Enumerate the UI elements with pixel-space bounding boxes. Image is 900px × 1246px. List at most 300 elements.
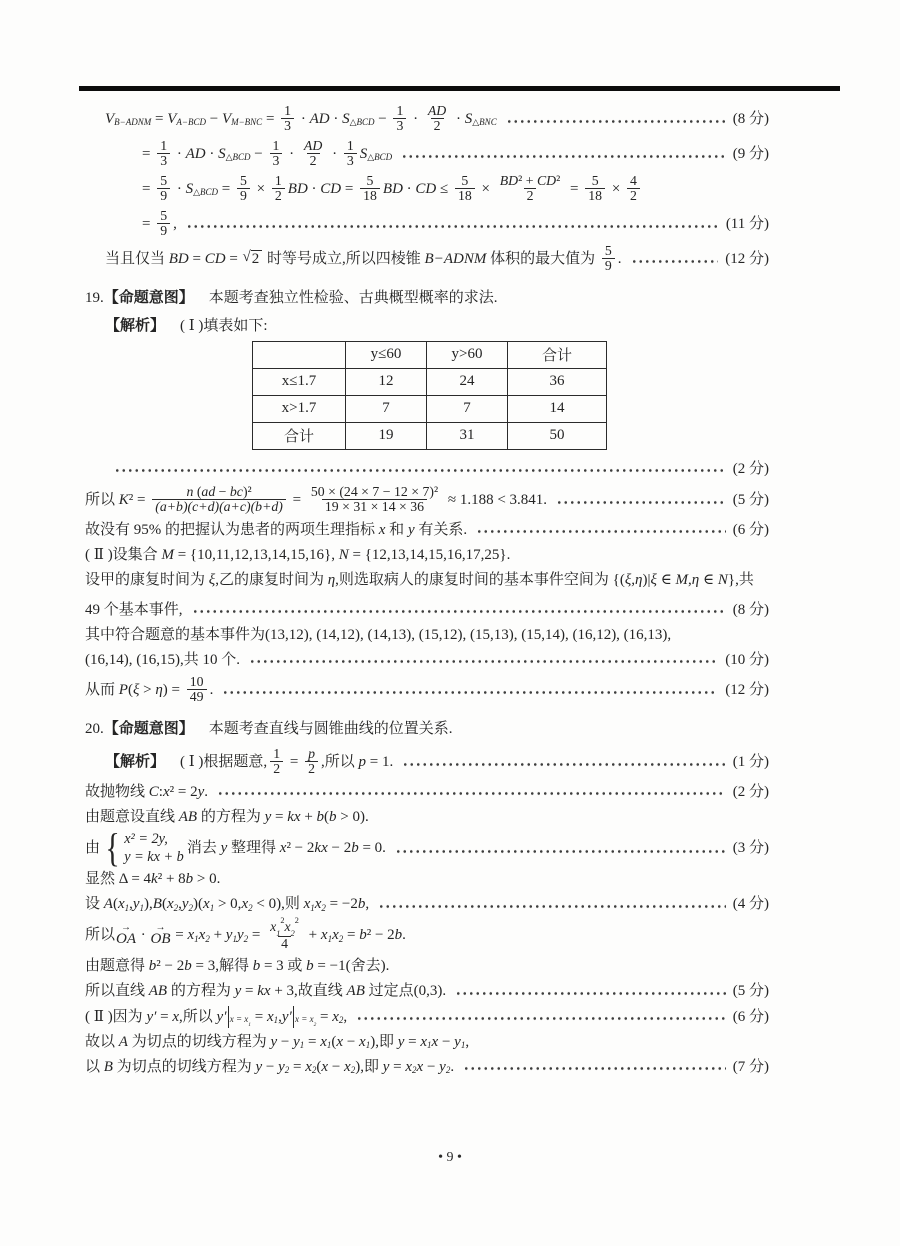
math-text: △BNC <box>472 117 497 128</box>
line-tangent-b <box>85 1056 769 1078</box>
line-fixed-point <box>85 981 769 1003</box>
math-text: = <box>341 180 358 197</box>
math-text: ( <box>193 483 202 499</box>
vector-notation <box>116 921 137 947</box>
math-text: · <box>328 145 341 162</box>
dots-leader <box>222 674 718 706</box>
math-text: 1 <box>160 137 168 153</box>
line-tangent-a <box>85 1031 769 1053</box>
math-text: − <box>215 483 230 499</box>
fraction <box>360 174 380 204</box>
math-text: ² − 2 <box>366 927 395 944</box>
math-text: 的方程为 <box>167 983 235 1000</box>
math-text: = <box>286 753 303 770</box>
math-italic: AB <box>178 808 198 825</box>
math-text: 由题意得 <box>85 958 149 975</box>
math-text: 49 <box>189 689 204 705</box>
math-text: ) = <box>162 681 184 698</box>
line-body <box>85 956 389 976</box>
fraction <box>585 174 605 204</box>
score-label: (6 分) <box>732 521 769 538</box>
math-text: 1 <box>427 1040 432 1051</box>
math-italic: CD <box>536 172 557 188</box>
math-italic: x <box>266 1008 274 1025</box>
subscript <box>231 116 262 128</box>
table-cell: 合计 <box>253 422 346 449</box>
math-italic: y <box>278 1058 285 1075</box>
math-italic: η <box>691 571 700 588</box>
math-text: ( Ⅱ )设集合 <box>85 546 162 563</box>
line-discriminant <box>85 869 769 891</box>
math-text: . <box>617 250 622 267</box>
math-text: 5 <box>160 172 168 188</box>
math-text: M−BNC <box>231 117 263 128</box>
fraction-numerator <box>301 139 325 153</box>
system-row <box>124 849 184 865</box>
fraction <box>270 139 283 169</box>
fraction-denominator <box>524 188 537 203</box>
math-italic: y′ <box>216 1008 227 1025</box>
math-italic: AB <box>346 983 365 1000</box>
line-body <box>85 1057 454 1077</box>
math-text: 1 <box>326 1040 332 1051</box>
subscript <box>194 933 199 945</box>
math-text: 2 <box>309 153 317 169</box>
subscript <box>321 902 326 914</box>
fraction <box>157 209 170 239</box>
math-italic: CD <box>204 250 226 267</box>
dots-leader <box>114 458 726 480</box>
math-text: ² − 2 <box>286 840 315 856</box>
fraction-denominator <box>585 188 605 203</box>
math-text: 2 <box>445 1065 451 1076</box>
table-row <box>253 368 607 395</box>
math-text: )² <box>242 483 252 499</box>
dots-leader <box>402 746 726 778</box>
math-text: 2 <box>274 188 282 204</box>
math-text: = {10,11,12,13,14,15,16}, <box>173 546 339 563</box>
math-text: · <box>452 110 465 127</box>
math-italic: N <box>338 546 349 563</box>
math-text: 49 个基本事件, <box>85 601 183 618</box>
math-italic: x <box>187 927 195 944</box>
math-text: ( <box>316 1058 322 1075</box>
math-text: · <box>402 180 416 197</box>
math-italic: M <box>161 546 174 563</box>
math-text: ( <box>161 896 167 913</box>
fraction-numerator <box>187 675 207 689</box>
score-label: (6 分) <box>732 1008 769 1025</box>
fraction-denominator <box>627 188 640 203</box>
fraction-numerator <box>281 104 294 118</box>
fraction <box>305 747 318 777</box>
line-49-events <box>85 599 769 621</box>
math-italic: y′ <box>281 1008 292 1025</box>
math-text: 4 <box>630 172 637 188</box>
table-row <box>253 422 607 449</box>
dots-leader <box>556 484 726 516</box>
table-header-cell: y≤60 <box>346 341 427 368</box>
math-text: = <box>241 983 258 1000</box>
math-italic: x <box>166 896 174 913</box>
math-italic: y <box>397 1033 405 1050</box>
math-text: 1 <box>299 1040 305 1051</box>
line-body <box>85 869 220 889</box>
math-text: · <box>205 145 219 162</box>
vector-arrow-icon: → <box>155 921 166 933</box>
formula-probability <box>85 674 769 706</box>
math-text: 5 <box>240 172 247 188</box>
score-label: (3 分) <box>732 840 769 856</box>
radicand <box>251 250 263 268</box>
line-body <box>142 208 177 240</box>
subscript <box>314 1022 317 1028</box>
math-text: 由题意设直线 <box>85 808 179 825</box>
line-body <box>142 173 643 205</box>
subscript <box>446 1064 451 1076</box>
math-italic: x <box>321 1058 329 1075</box>
subscript <box>328 933 333 945</box>
math-italic: k <box>151 871 158 888</box>
math-text: 所以直线 <box>85 983 149 1000</box>
math-text: 设 <box>85 896 104 913</box>
fraction-numerator <box>157 209 170 223</box>
subscript <box>274 1014 279 1026</box>
math-italic: x <box>203 896 210 913</box>
dots-leader <box>186 208 719 240</box>
fraction-denominator <box>157 188 170 203</box>
math-italic: x <box>416 1058 424 1075</box>
line-roots-product <box>85 894 769 916</box>
equation-system <box>103 825 184 871</box>
math-italic: kx <box>287 808 301 825</box>
formula-volume-decompose <box>85 103 769 135</box>
subscript <box>291 929 295 938</box>
dots-leader <box>378 894 726 916</box>
math-italic: N <box>717 571 728 588</box>
formula-system-elimination <box>85 825 769 871</box>
fraction-denominator <box>270 153 283 168</box>
math-italic: (a+b)(c+d)(a+c)(b+d) <box>155 499 283 515</box>
math-text: · <box>409 110 422 127</box>
math-italic: x <box>359 1033 366 1050</box>
math-text: + <box>304 927 321 944</box>
math-text: − <box>277 1033 294 1050</box>
math-text: 2 <box>290 929 295 939</box>
math-italic: BD <box>287 180 308 197</box>
math-text: OB <box>150 930 171 947</box>
math-text: = −1(舍去). <box>313 958 390 975</box>
math-italic <box>116 932 136 947</box>
math-text: 1 <box>124 902 130 913</box>
math-text: > 0, <box>214 896 242 913</box>
line-body <box>85 288 498 308</box>
subscript <box>248 902 253 914</box>
q19-intent-heading <box>85 287 769 309</box>
math-text: , <box>278 1008 282 1025</box>
fraction-denominator <box>393 118 406 133</box>
math-text: 2 <box>321 902 326 913</box>
table-header-row <box>253 341 607 368</box>
fraction <box>627 174 640 204</box>
math-italic: V <box>105 110 115 127</box>
subscript <box>339 1014 344 1026</box>
subscript <box>367 151 392 163</box>
math-text: = <box>299 1013 310 1024</box>
line-body <box>142 138 392 170</box>
math-italic: b <box>306 958 314 975</box>
math-text: + 3,故直线 <box>270 983 347 1000</box>
table-header-cell: 合计 <box>508 341 607 368</box>
line-body <box>85 825 386 871</box>
math-text: 体积的最大值为 <box>486 250 599 267</box>
math-text: 1 <box>274 172 282 188</box>
score-label: (12 分) <box>725 250 769 267</box>
line-body <box>85 915 406 953</box>
math-text: 所以 <box>85 927 116 944</box>
math-italic: p <box>308 745 315 761</box>
subscript <box>174 902 179 914</box>
fraction <box>455 174 475 204</box>
math-text: 2 <box>284 1065 290 1076</box>
dots-leader <box>455 981 726 1003</box>
math-italic: y <box>132 896 140 913</box>
math-italic: B <box>152 896 162 913</box>
math-text: = <box>233 1013 245 1024</box>
math-italic: V <box>167 110 177 127</box>
line-sample-space <box>85 569 769 591</box>
fraction <box>393 104 406 134</box>
fraction-numerator <box>344 139 357 153</box>
math-italic: x <box>241 896 249 913</box>
fraction-denominator <box>307 153 320 168</box>
math-italic: S <box>464 110 473 127</box>
line-body <box>105 316 268 336</box>
math-text: ,则选取病人的康复时间的基本事件空间为 {( <box>335 571 625 588</box>
math-italic: x <box>172 1008 180 1025</box>
line-body <box>85 625 671 645</box>
score-label: (8 分) <box>732 601 769 618</box>
math-text: · <box>297 110 310 127</box>
math-italic: b <box>316 808 325 825</box>
math-text: ,所以 <box>179 1008 217 1025</box>
math-text: · <box>307 180 321 197</box>
math-text: 2 <box>338 933 344 944</box>
math-text: 2 <box>308 761 315 777</box>
subscript <box>312 1064 317 1076</box>
math-italic: y <box>454 1033 461 1050</box>
fraction-denominator <box>157 153 170 168</box>
math-italic: y <box>255 1058 263 1075</box>
math-text: 的方程为 <box>197 808 265 825</box>
math-text: ² + <box>518 172 537 188</box>
math-text: 2 <box>294 915 299 925</box>
math-italic: BD <box>499 172 519 188</box>
fraction-denominator <box>278 936 291 951</box>
math-text: 3 <box>396 118 404 134</box>
line-ab-equation <box>85 806 769 828</box>
math-text: 本题考查直线与圆锥曲线的位置关系. <box>193 720 453 737</box>
dots-leader <box>631 243 719 275</box>
q19-analysis-heading <box>85 315 769 337</box>
math-text: ( Ⅰ )填表如下: <box>165 317 268 334</box>
math-italic: x <box>270 918 277 934</box>
fraction-numerator <box>272 174 285 188</box>
fraction <box>308 485 441 515</box>
math-text: = <box>171 927 188 944</box>
fraction-numerator <box>308 485 441 499</box>
system-brace: { <box>105 825 120 871</box>
math-text: 10 <box>189 673 204 689</box>
math-italic: x <box>378 521 386 538</box>
fraction-numerator <box>183 485 254 499</box>
math-text: = <box>316 1008 333 1025</box>
table-body <box>253 341 607 449</box>
math-text: 消去 <box>186 840 221 856</box>
math-text: . <box>204 783 209 800</box>
fraction-numerator <box>237 174 250 188</box>
math-text: ∈ <box>656 571 676 588</box>
math-italic: AD <box>185 145 206 162</box>
math-italic: x <box>198 927 206 944</box>
math-text: 2 <box>251 250 260 267</box>
math-text: − <box>438 1033 455 1050</box>
math-italic: kx <box>257 983 271 1000</box>
subscript <box>193 186 218 198</box>
page-footer <box>0 1150 900 1166</box>
fraction <box>602 244 615 274</box>
math-text: 5 <box>366 172 374 188</box>
math-text: = <box>188 250 205 267</box>
subscript <box>351 1064 356 1076</box>
math-text: 3 <box>272 153 280 169</box>
math-text: = 0. <box>358 840 386 856</box>
math-text: = <box>250 1008 267 1025</box>
math-italic: S <box>218 145 226 162</box>
math-text: (16,14), (16,15),共 10 个. <box>85 651 240 668</box>
math-italic: BD <box>168 250 189 267</box>
formula-p-value <box>85 746 769 778</box>
math-text: − <box>250 145 267 162</box>
fraction-denominator <box>602 258 615 273</box>
fraction-numerator <box>305 747 318 761</box>
math-italic: ξ <box>132 681 140 698</box>
math-italic: b <box>394 927 403 944</box>
table-header-cell <box>253 341 346 368</box>
fraction-numerator <box>157 174 170 188</box>
fraction-denominator <box>152 499 286 514</box>
table-cell: x>1.7 <box>253 395 346 422</box>
math-italic: y <box>270 1033 278 1050</box>
math-italic: p <box>358 753 366 770</box>
math-text: , <box>173 215 177 232</box>
math-text: 其中符合题意的基本事件为(13,12), (14,12), (14,13), (15,12), (15,13), (15,14), (16,12), (16,13), <box>85 626 672 643</box>
subscript <box>125 902 130 914</box>
subscript <box>230 1013 251 1027</box>
math-italic: AD <box>303 137 323 153</box>
line-body <box>105 243 622 275</box>
math-text: · <box>329 110 343 127</box>
math-italic <box>151 932 171 947</box>
math-text: 19 × 31 × 14 × 36 <box>324 499 425 515</box>
table-cell: 31 <box>427 422 508 449</box>
math-italic: ξ <box>208 571 216 588</box>
math-text: 过定点(0,3). <box>364 983 447 1000</box>
fraction <box>272 174 285 204</box>
math-text: 5 <box>591 172 599 188</box>
line-b-solutions <box>85 956 769 978</box>
math-italic: b <box>148 958 157 975</box>
math-text: )( <box>193 896 204 913</box>
subscript <box>427 1039 432 1051</box>
math-text: 1 <box>276 929 281 939</box>
system-rows <box>124 831 184 866</box>
math-text: − <box>374 110 391 127</box>
math-italic: P <box>118 681 128 698</box>
subscript <box>300 1039 305 1051</box>
math-text: 9 <box>160 223 168 239</box>
math-text: ,所以 <box>320 753 359 770</box>
table-cell: 19 <box>346 422 427 449</box>
math-italic: x <box>284 918 291 934</box>
formula-dot-product <box>85 915 769 953</box>
math-text: = {12,13,14,15,16,17,25}. <box>348 546 511 563</box>
math-italic: b <box>252 958 261 975</box>
fraction-denominator <box>270 761 283 776</box>
line-body <box>105 103 497 135</box>
math-text: 所以 <box>85 491 119 508</box>
math-italic: B <box>103 1058 113 1075</box>
line-body <box>85 600 183 620</box>
math-text: △BCD <box>193 186 219 197</box>
fraction <box>157 139 170 169</box>
math-text: A−BCD <box>176 117 206 128</box>
line-body <box>85 674 213 706</box>
math-text: 1 <box>310 902 315 913</box>
line-body <box>85 484 547 516</box>
top-rule <box>79 86 840 91</box>
line-conclusion-95 <box>85 519 769 541</box>
math-text: 为切点的切线方程为 <box>127 1033 271 1050</box>
math-italic: x <box>420 1033 428 1050</box>
line-body <box>85 650 240 670</box>
bold-label: 【解析】 <box>105 753 166 770</box>
math-text: 从而 <box>85 681 119 698</box>
math-text: 1 <box>346 137 354 153</box>
math-text: + <box>300 808 317 825</box>
math-text: · <box>137 927 150 944</box>
math-text: 2 <box>433 118 441 134</box>
math-text: ),即 <box>370 1033 398 1050</box>
math-text: + <box>209 927 226 944</box>
math-text: 18 <box>457 188 472 204</box>
score-label: (2 分) <box>732 783 769 800</box>
bold-label: 【命题意图】 <box>103 289 194 306</box>
math-italic: C <box>148 783 159 800</box>
fraction-denominator <box>237 188 250 203</box>
math-italic: b <box>351 840 359 856</box>
math-text: 2 <box>338 1014 344 1025</box>
subscript <box>350 116 375 128</box>
math-text: 1 <box>232 933 237 944</box>
math-text: = <box>343 927 360 944</box>
subscript <box>140 902 145 914</box>
subscript <box>472 116 496 128</box>
math-italic: x <box>332 1008 339 1025</box>
math-text: 4 <box>281 936 288 952</box>
math-text: 1 <box>284 103 292 118</box>
math-text: − <box>343 1033 360 1050</box>
